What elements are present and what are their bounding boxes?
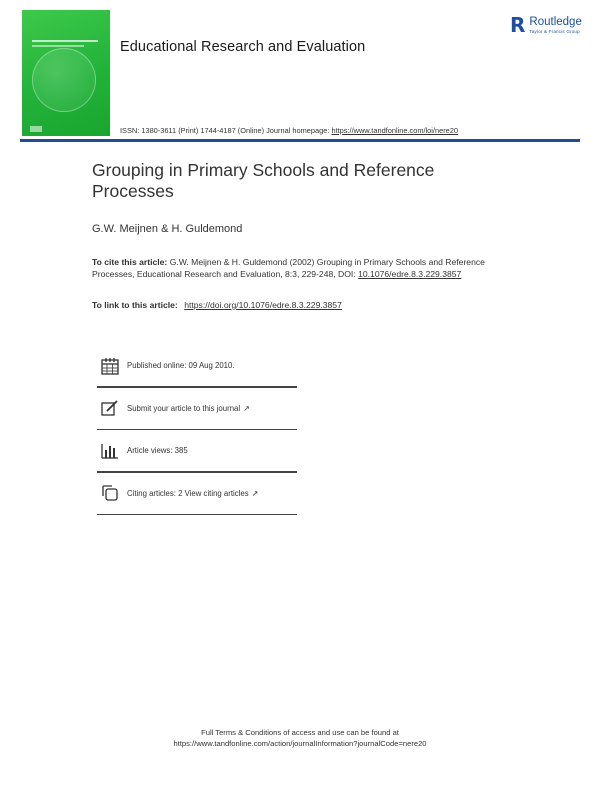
cover-publisher-mark: [30, 126, 42, 132]
header-divider: [20, 139, 580, 142]
routledge-r-icon: R: [510, 13, 526, 37]
cover-subtitle-stripe: [32, 45, 84, 47]
issn-line: [120, 126, 458, 135]
citation-label: To cite this article:: [92, 257, 168, 267]
article-views: Article views: 385: [127, 446, 188, 455]
views-row: [97, 430, 297, 471]
citation-block: [92, 257, 502, 280]
journal-title: Educational Research and Evaluation: [120, 39, 366, 55]
link-label: To link to this article:: [92, 300, 178, 310]
calendar-icon: [100, 356, 120, 376]
article-metadata: [97, 345, 297, 515]
article-title: Grouping in Primary Schools and Reference Processes: [92, 160, 435, 201]
footer-terms-url[interactable]: https://www.tandfonline.com/action/journalInformation?journalCode=nere20: [173, 739, 427, 748]
publisher-name: Routledge: [529, 16, 582, 28]
journal-homepage-link[interactable]: https://www.tandfonline.com/loi/nere20: [331, 126, 458, 135]
external-link-icon: ↗: [251, 488, 259, 498]
published-row: [97, 345, 297, 386]
publisher-subtitle: Taylor & Francis Group: [529, 29, 580, 34]
footer-terms-text: Full Terms & Conditions of access and use can be found at: [201, 728, 399, 737]
external-link-icon: ↗: [243, 403, 250, 413]
bar-chart-icon: [100, 441, 120, 461]
copy-icon: [100, 483, 120, 503]
submit-article-link[interactable]: Submit your article to this journal: [127, 403, 241, 413]
footer-terms: [0, 727, 600, 749]
cover-title-stripe: [32, 40, 98, 42]
meta-divider: [97, 514, 297, 516]
citing-articles-link[interactable]: Citing articles: 2 View citing articles: [127, 488, 249, 498]
issn-text: ISSN: 1380-3611 (Print) 1744-4187 (Online) Journal homepage:: [120, 126, 330, 135]
article-doi-link[interactable]: https://doi.org/10.1076/edre.8.3.229.3857: [184, 300, 342, 310]
article-link-line: [92, 300, 342, 310]
journal-cover-image: [22, 10, 110, 136]
citation-text: G.W. Meijnen & H. Guldemond (2002) Grouping in Primary Schools and Reference Processes, Educational Research and Evaluation, 8:3, 229-248, DOI:: [92, 257, 485, 279]
pencil-icon: [100, 398, 120, 418]
cover-globe-graphic: [32, 48, 96, 112]
citing-row[interactable]: [97, 473, 297, 514]
submit-row[interactable]: [97, 388, 297, 429]
article-authors: G.W. Meijnen & H. Guldemond: [92, 223, 243, 235]
published-date: Published online: 09 Aug 2010.: [127, 361, 235, 370]
publisher-logo: [510, 13, 582, 37]
citation-doi-link[interactable]: 10.1076/edre.8.3.229.3857: [358, 268, 462, 279]
